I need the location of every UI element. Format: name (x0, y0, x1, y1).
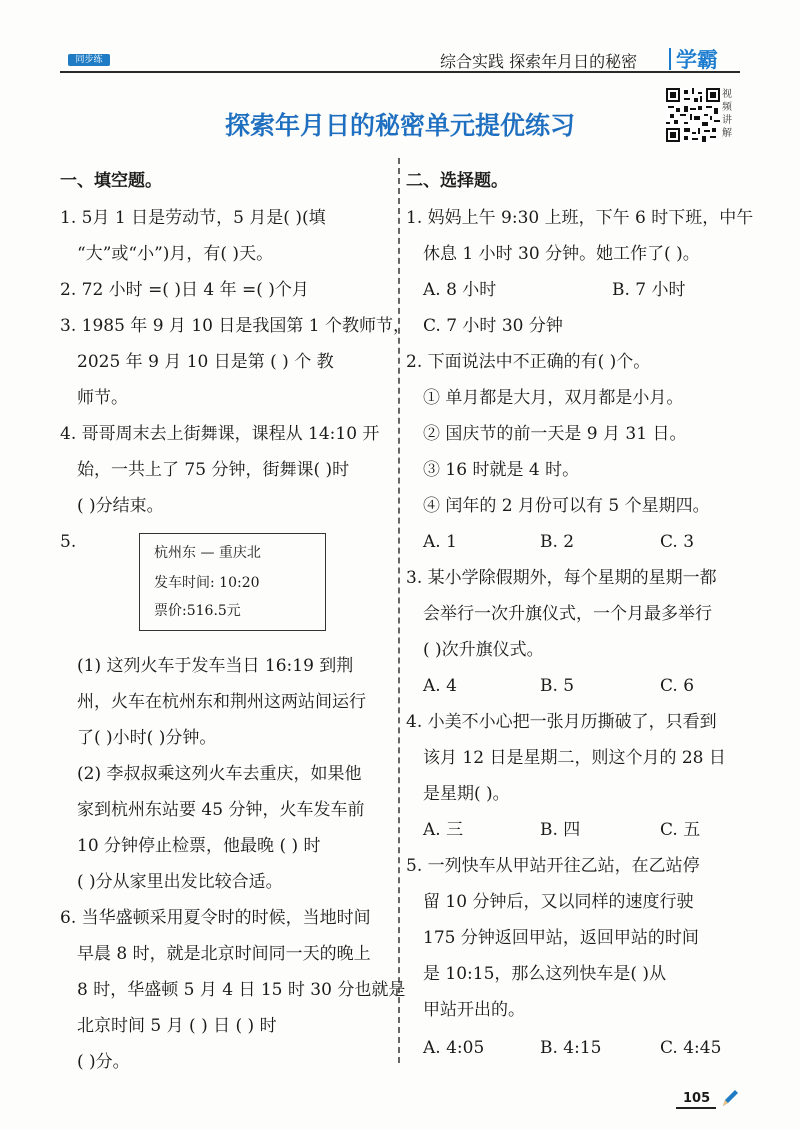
q4-line: ( )分结束。 (77, 496, 164, 516)
option-c: C. 3 (660, 532, 695, 552)
q6-line: 8 时，华盛顿 5 月 4 日 15 时 30 分也就是 (77, 980, 406, 1000)
option-a: A. 三 (423, 820, 464, 840)
rq2-statement: ④ 闰年的 2 月份可以有 5 个星期四。 (423, 496, 710, 516)
section-fill-blank: 一、填空题。 (60, 171, 162, 191)
page-number-underline (676, 1107, 716, 1109)
rq1-line: 休息 1 小时 30 分钟。她工作了( )。 (423, 244, 700, 264)
q5-line: 了( )小时( )分钟。 (77, 728, 217, 748)
option-c: C. 6 (660, 676, 695, 696)
rq5-line: 留 10 分钟后，又以同样的速度行驶 (423, 892, 694, 912)
rq5-line: 175 分钟返回甲站，返回甲站的时间 (423, 928, 699, 948)
q5-line: (2) 李叔叔乘这列火车去重庆，如果他 (77, 764, 362, 784)
q2-line: 2. 72 小时 =( )日 4 年 =( )个月 (60, 280, 309, 300)
q5-line: 10 分钟停止检票，他最晚 ( ) 时 (77, 836, 321, 856)
brand-divider (669, 48, 671, 70)
q5-line: ( )分从家里出发比较合适。 (77, 872, 283, 892)
section-multiple-choice: 二、选择题。 (406, 171, 508, 191)
page-title: 探索年月日的秘密单元提优练习 (224, 111, 575, 140)
q4-line: 始，一共上了 75 分钟，街舞课( )时 (77, 460, 350, 480)
q5-line: 家到杭州东站要 45 分钟，火车发车前 (77, 800, 365, 820)
rq2-statement: ② 国庆节的前一天是 9 月 31 日。 (423, 424, 687, 444)
q6-line: 6. 当华盛顿采用夏令时的时候，当地时间 (60, 908, 371, 928)
brand-logo: 学霸 (676, 48, 718, 72)
option-a: A. 4 (423, 676, 457, 696)
q5-line: (1) 这列火车于发车当日 16:19 到荆 (77, 656, 354, 676)
rq1-line: 1. 妈妈上午 9:30 上班，下午 6 时下班，中午 (406, 208, 754, 228)
rq2-statement: ① 单月都是大月，双月都是小月。 (423, 388, 684, 408)
q3-line: 2025 年 9 月 10 日是第 ( ) 个 教 (77, 352, 334, 372)
rq3-line: 3. 某小学除假期外，每个星期的星期一都 (406, 568, 717, 588)
option-b: B. 7 小时 (612, 280, 686, 300)
rq2-line: 2. 下面说法中不正确的有( )个。 (406, 352, 651, 372)
q4-line: 4. 哥哥周末去上街舞课，课程从 14:10 开 (60, 424, 380, 444)
option-c: C. 7 小时 30 分钟 (423, 316, 563, 336)
option-a: A. 8 小时 (423, 280, 497, 300)
q5-number: 5. (60, 532, 77, 552)
ticket-departure: 发车时间: 10:20 (154, 575, 260, 591)
rq4-line: 该月 12 日是星期二，则这个月的 28 日 (423, 748, 726, 768)
rq3-line: ( )次升旗仪式。 (423, 640, 544, 660)
rq5-line: 5. 一列快车从甲站开往乙站，在乙站停 (406, 856, 700, 876)
pencil-icon (720, 1087, 740, 1109)
rq2-statement: ③ 16 时就是 4 时。 (423, 460, 580, 480)
q5-line: 州，火车在杭州东和荆州这两站间运行 (77, 692, 366, 712)
unit-label: 综合实践 探索年月日的秘密 (440, 52, 638, 71)
rq5-line: 甲站开出的。 (423, 1000, 525, 1020)
option-c: C. 五 (660, 820, 701, 840)
ticket-route: 杭州东 — 重庆北 (154, 545, 261, 561)
option-b: B. 5 (540, 676, 575, 696)
q3-line: 3. 1985 年 9 月 10 日是我国第 1 个教师节， (60, 316, 410, 336)
option-c: C. 4:45 (660, 1038, 722, 1058)
q6-line: 北京时间 5 月 ( ) 日 ( ) 时 (77, 1016, 277, 1036)
q1-line: “大”或“小”)月，有( )天。 (77, 244, 274, 264)
option-b: B. 4:15 (540, 1038, 602, 1058)
qr-code-icon[interactable] (666, 88, 720, 142)
column-divider (398, 158, 400, 1063)
option-b: B. 四 (540, 820, 581, 840)
rq5-line: 是 10:15，那么这列快车是( )从 (423, 964, 667, 984)
option-b: B. 2 (540, 532, 575, 552)
option-a: A. 4:05 (423, 1038, 485, 1058)
train-ticket (139, 533, 326, 631)
ticket-price: 票价:516.5元 (154, 603, 241, 619)
qr-label: 视频讲解 (722, 89, 732, 139)
header-rule (60, 71, 740, 73)
q1-line: 1. 5月 1 日是劳动节，5 月是( )(填 (60, 208, 326, 228)
rq3-line: 会举行一次升旗仪式，一个月最多举行 (423, 604, 712, 624)
q6-line: ( )分。 (77, 1052, 130, 1072)
option-a: A. 1 (423, 532, 457, 552)
rq4-line: 是星期( )。 (423, 784, 510, 804)
page-number: 105 (683, 1091, 711, 1106)
series-tag: 同步练 (68, 54, 110, 66)
q3-line: 师节。 (77, 388, 128, 408)
q6-line: 早晨 8 时，就是北京时间同一天的晚上 (77, 944, 371, 964)
rq4-line: 4. 小美不小心把一张月历撕破了，只看到 (406, 712, 717, 732)
